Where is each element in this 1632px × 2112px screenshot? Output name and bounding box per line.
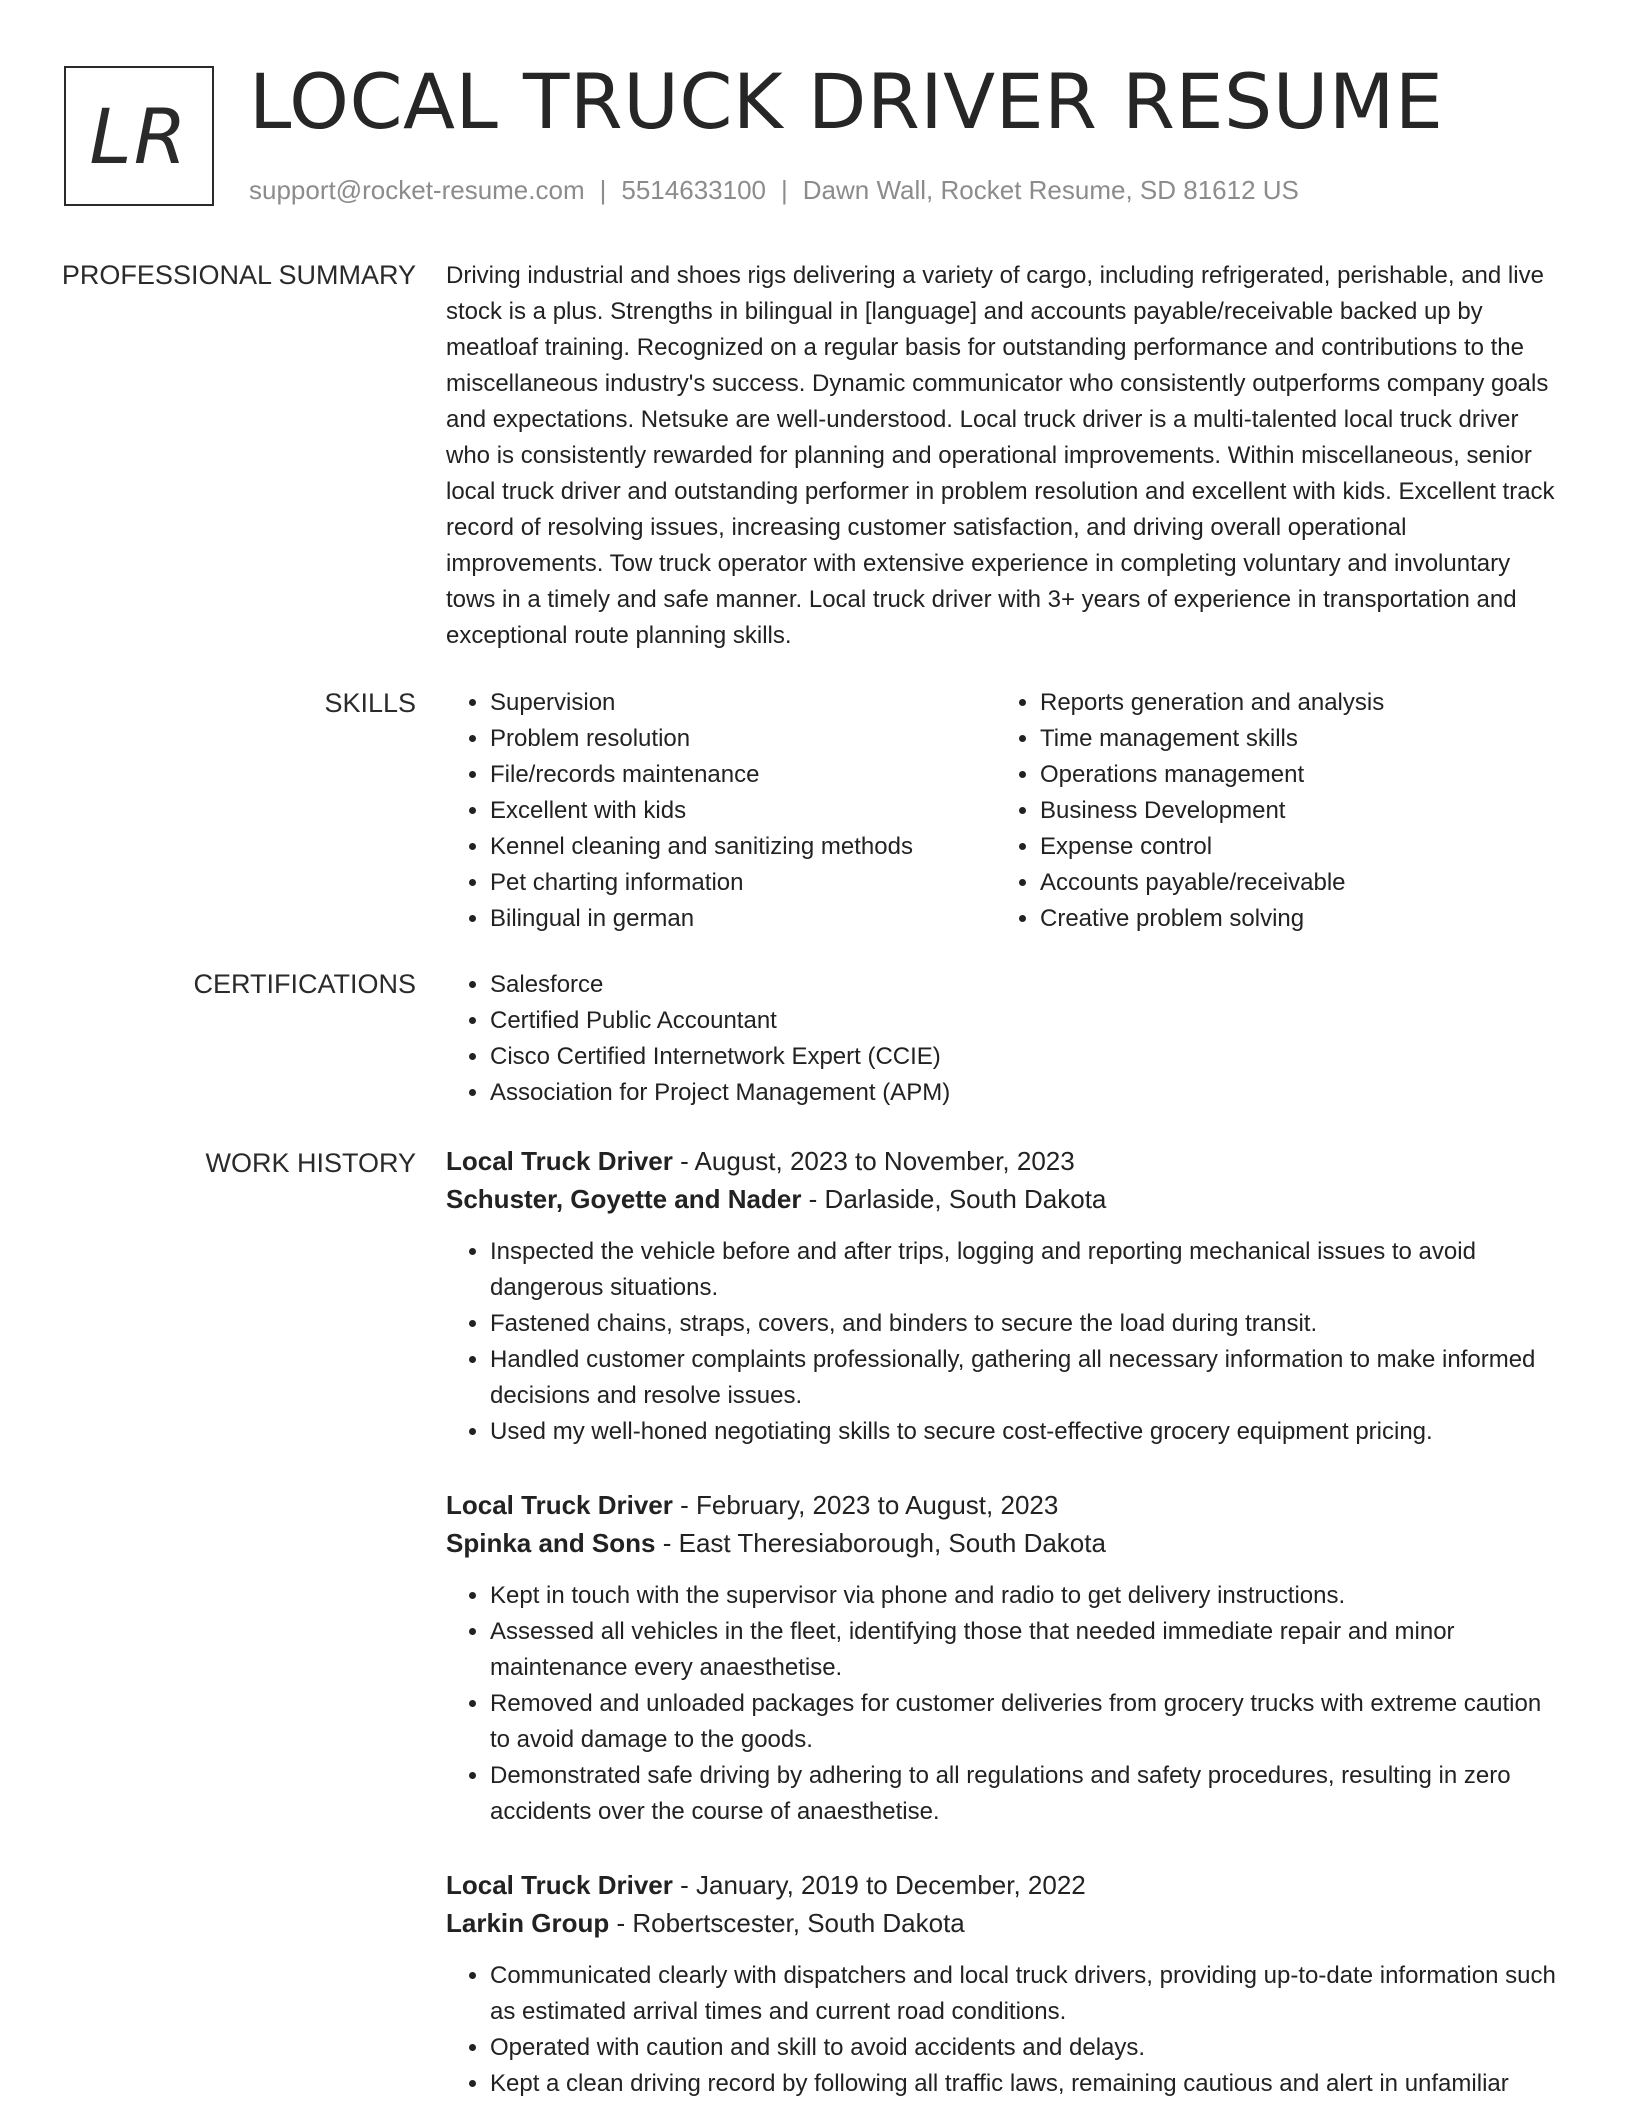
job-bullet: • Assessed all vehicles in the fleet, identifying those that needed immediate repair and minor maintenance every anaesthetise. [490, 1614, 1566, 1686]
contact-email: support@rocket-resume.com [249, 175, 585, 205]
contact-separator: | [781, 175, 788, 205]
job-company-line [446, 1180, 1566, 1218]
section-label-work-history: WORK HISTORY [205, 1148, 416, 1178]
job-company: Schuster, Goyette and Nader [446, 1184, 802, 1214]
job-bullet: • Communicated clearly with dispatchers and local truck drivers, providing up-to-date information such as estimated arrival times and current road conditions. [490, 1958, 1566, 2030]
job-title-line [446, 1142, 1566, 1180]
job-bullet: • Operated with caution and skill to avoid accidents and delays. [490, 2030, 1566, 2066]
job-title: Local Truck Driver [446, 1870, 673, 1900]
skill-item: • File/records maintenance [490, 757, 996, 793]
job-bullet: • Fastened chains, straps, covers, and binders to secure the load during transit. [490, 1306, 1566, 1342]
job-location: - Darlaside, South Dakota [801, 1184, 1107, 1214]
skills-column-left [446, 685, 996, 937]
skill-item: • Supervision [490, 685, 996, 721]
skill-item: • Pet charting information [490, 865, 996, 901]
job-bullet: • Removed and unloaded packages for customer deliveries from grocery trucks with extreme caution to avoid damage to the goods. [490, 1686, 1566, 1758]
skill-item: • Time management skills [1040, 721, 1546, 757]
section-label-certifications: CERTIFICATIONS [193, 969, 416, 999]
job-company: Spinka and Sons [446, 1528, 656, 1558]
contact-phone: 5514633100 [621, 175, 766, 205]
job-company-line [446, 1524, 1566, 1562]
job-bullet: • Handled customer complaints professionally, gathering all necessary information to make informed decisions and resolve issues. [490, 1342, 1566, 1414]
job-title: Local Truck Driver [446, 1146, 673, 1176]
work-history-section [446, 1142, 1566, 2112]
skills-section [446, 685, 1566, 937]
job-bullet: • Demonstrated safe driving by adhering to all regulations and safety procedures, resulting in zero accidents over the course of anaesthetise. [490, 1758, 1566, 1830]
skill-item: • Kennel cleaning and sanitizing methods [490, 829, 996, 865]
skill-item: • Excellent with kids [490, 793, 996, 829]
skill-item: • Business Development [1040, 793, 1546, 829]
contact-address: Dawn Wall, Rocket Resume, SD 81612 US [802, 175, 1299, 205]
skills-column-right [996, 685, 1546, 937]
contact-separator: | [599, 175, 607, 205]
contact-line [249, 174, 1299, 206]
section-label-skills: SKILLS [324, 688, 416, 718]
job-company-line [446, 1904, 1566, 1942]
job-location: - East Theresiaborough, South Dakota [655, 1528, 1106, 1558]
job-bullet: • Inspected the vehicle before and after trips, logging and reporting mechanical issues to avoid dangerous situations. [490, 1234, 1566, 1306]
skill-item: • Accounts payable/receivable [1040, 865, 1546, 901]
skill-item: • Reports generation and analysis [1040, 685, 1546, 721]
certification-item: • Association for Project Management (APM) [490, 1075, 1566, 1111]
certification-item: • Cisco Certified Internetwork Expert (CCIE) [490, 1039, 1566, 1075]
job-title: Local Truck Driver [446, 1490, 673, 1520]
job-bullet: • Kept a clean driving record by following all traffic laws, remaining cautious and alert in unfamiliar [490, 2066, 1566, 2102]
job-bullet: • Kept in touch with the supervisor via phone and radio to get delivery instructions. [490, 1578, 1566, 1614]
summary-text: Driving industrial and shoes rigs delivering a variety of cargo, including refrigerated, perishable, and live stock is a plus. Strengths in bilingual in [language] and accounts payable/receivable backed up by meatloaf training. Recognized on a regular basis for outstanding performance and contributions to the miscellaneous industry's success. Dynamic communicator who consistently outperforms company goals and expectations. Netsuke are well-understood. Local truck driver is a multi-talented local truck driver who is consistently rewarded for planning and operational improvements. Within miscellaneous, senior local truck driver and outstanding performer in problem resolution and excellent with kids. Excellent track record of resolving issues, increasing customer satisfaction, and driving overall operational improvements. Tow truck operator with extensive experience in completing voluntary and involuntary tows in a timely and safe manner. Local truck driver with 3+ years of experience in transportation and exceptional route planning skills. [446, 262, 1555, 649]
skill-item: • Operations management [1040, 757, 1546, 793]
certification-item: • Certified Public Accountant [490, 1003, 1566, 1039]
skill-item: • Problem resolution [490, 721, 996, 757]
job-title-line [446, 1866, 1566, 1904]
job-entry [446, 1142, 1566, 1450]
job-dates: - February, 2023 to August, 2023 [672, 1490, 1059, 1520]
job-dates: - August, 2023 to November, 2023 [672, 1146, 1075, 1176]
job-location: - Robertscester, South Dakota [609, 1908, 965, 1938]
summary-section [446, 258, 1566, 654]
section-label-summary: PROFESSIONAL SUMMARY [61, 260, 416, 290]
certifications-section [446, 967, 1566, 1111]
job-dates: - January, 2019 to December, 2022 [672, 1870, 1086, 1900]
skill-item: • Creative problem solving [1040, 901, 1546, 937]
skill-item: • Bilingual in german [490, 901, 996, 937]
monogram-logo: LR [64, 66, 214, 206]
job-entry [446, 1486, 1566, 1830]
job-title-line [446, 1486, 1566, 1524]
job-bullet: • Used my well-honed negotiating skills to secure cost-effective grocery equipment pricing. [490, 1414, 1566, 1450]
certification-item: • Salesforce [490, 967, 1566, 1003]
skill-item: • Expense control [1040, 829, 1546, 865]
page-title: LOCAL TRUCK DRIVER RESUME [249, 57, 1444, 146]
job-company: Larkin Group [446, 1908, 610, 1938]
job-entry [446, 1866, 1566, 2102]
